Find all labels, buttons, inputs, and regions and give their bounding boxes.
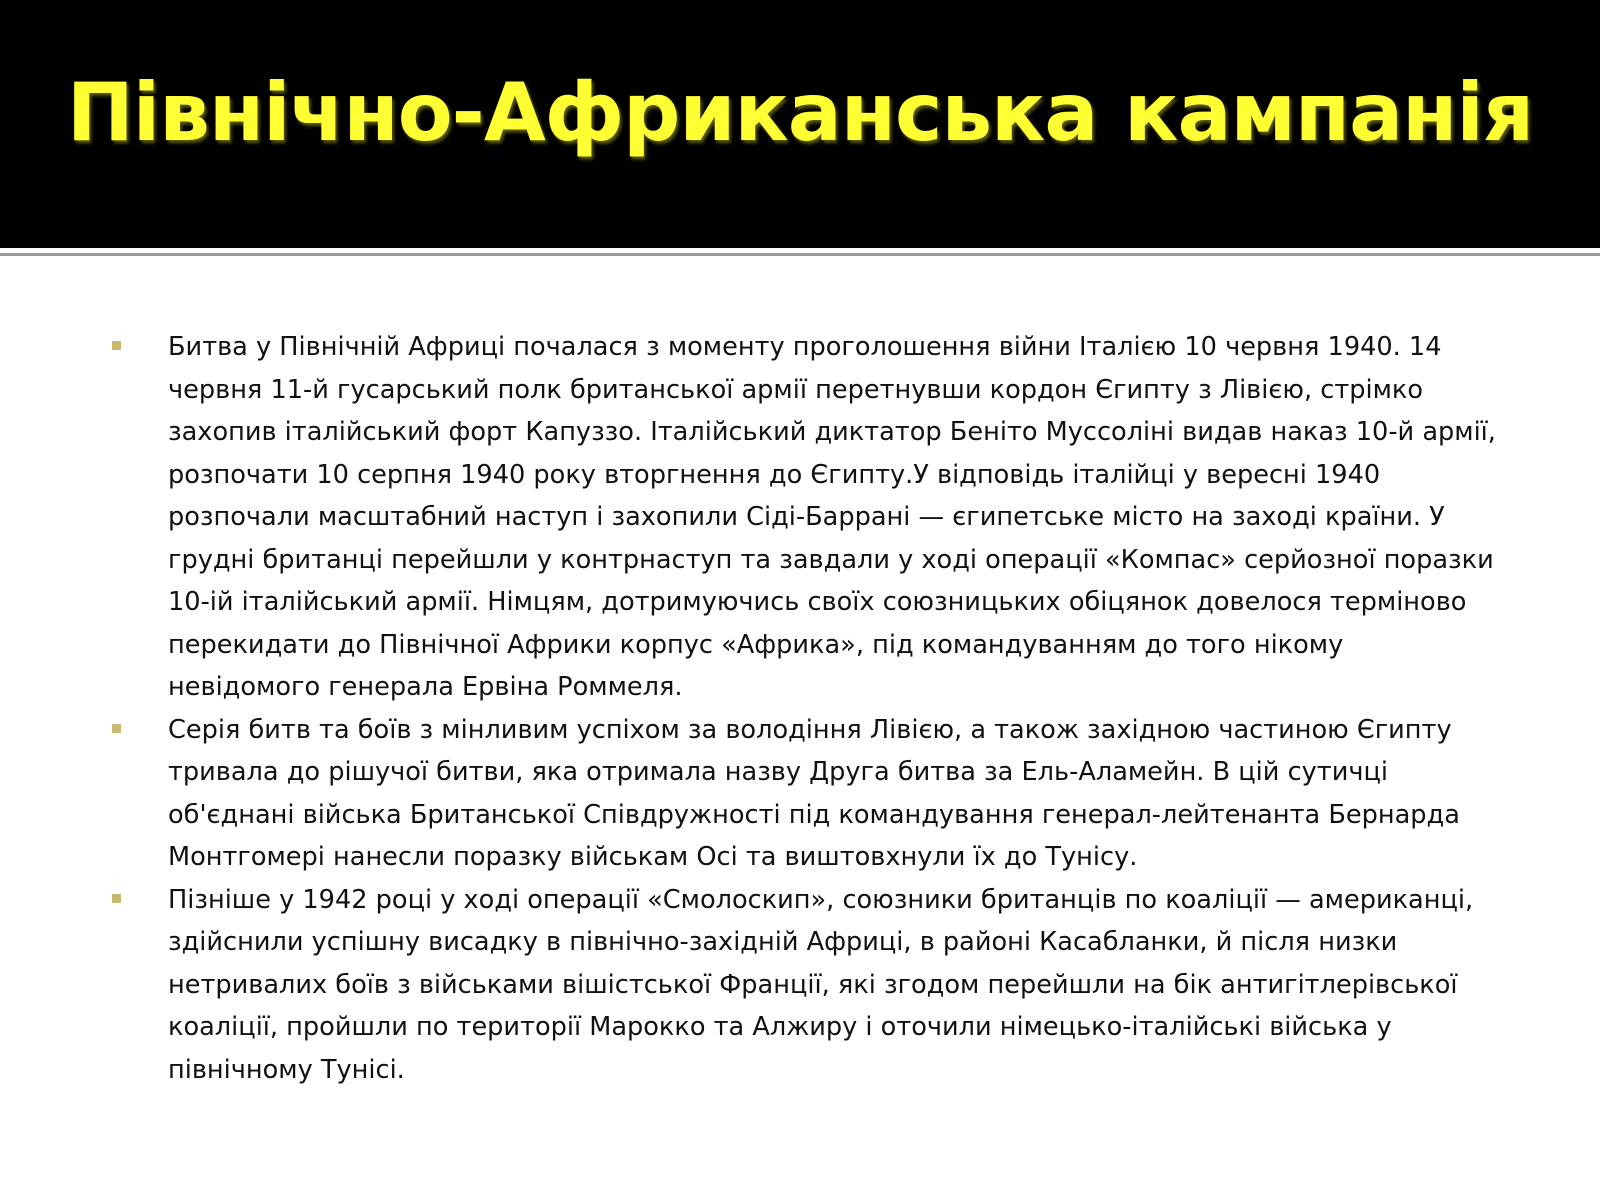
bullet-item	[112, 326, 1502, 709]
title-bar	[0, 0, 1600, 248]
bullet-text: Пізніше у 1942 році у ході операції «Смолоскип», союзники британців по коаліції — американці, здійснили успішну висадку в північно-західній Африці, в районі Касабланки, й після низки нетривалих боїв з військами вішістської Франції, які згодом перейшли на бік антигітлерівської коаліції, пройшли по території Марокко та Алжиру і оточили німецько-італійські війська у північному Тунісі.	[168, 884, 1474, 1085]
bullet-list	[112, 326, 1502, 1091]
square-bullet-icon	[112, 341, 121, 350]
slide-content	[112, 326, 1502, 1091]
bullet-text: Битва у Північній Африці почалася з моменту проголошення війни Італією 10 червня 1940. 14 червня 11-й гусарський полк британської армії перетнувши кордон Єгипту з Лівією, стрімко захопив італійський форт Капуззо. Італійський диктатор Беніто Муссоліні видав наказ 10-й армії, розпочати 10 серпня 1940 року вторгнення до Єгипту.У відповідь італійці у вересні 1940 розпочали масштабний наступ і захопили Сіді-Баррані — єгипетське місто на заході країни. У грудні британці перейшли у контрнаступ та завдали у ході операції «Компас» серйозної поразки 10-ій італійський армії. Німцям, дотримуючись своїх союзницьких обіцянок довелося терміново перекидати до Північної Африки корпус «Африка», під командуванням до того нікому невідомого генерала Ервіна Роммеля.	[168, 332, 1496, 702]
slide-title: Північно-Африканська кампанія	[66, 65, 1534, 159]
square-bullet-icon	[112, 894, 121, 903]
bullet-item	[112, 879, 1502, 1092]
square-bullet-icon	[112, 724, 121, 733]
bullet-text: Серія битв та боїв з мінливим успіхом за володіння Лівією, а також західною частиною Єгипту тривала до рішучої битви, яка отримала назву Друга битва за Ель-Аламейн. В цій сутичці об'єднані війська Британської Співдружності під командування генерал-лейтенанта Бернарда Монтгомері нанесли поразку військам Осі та виштовхнули їх до Тунісу.	[168, 714, 1460, 872]
bullet-item	[112, 709, 1502, 879]
title-divider-line	[0, 253, 1600, 256]
